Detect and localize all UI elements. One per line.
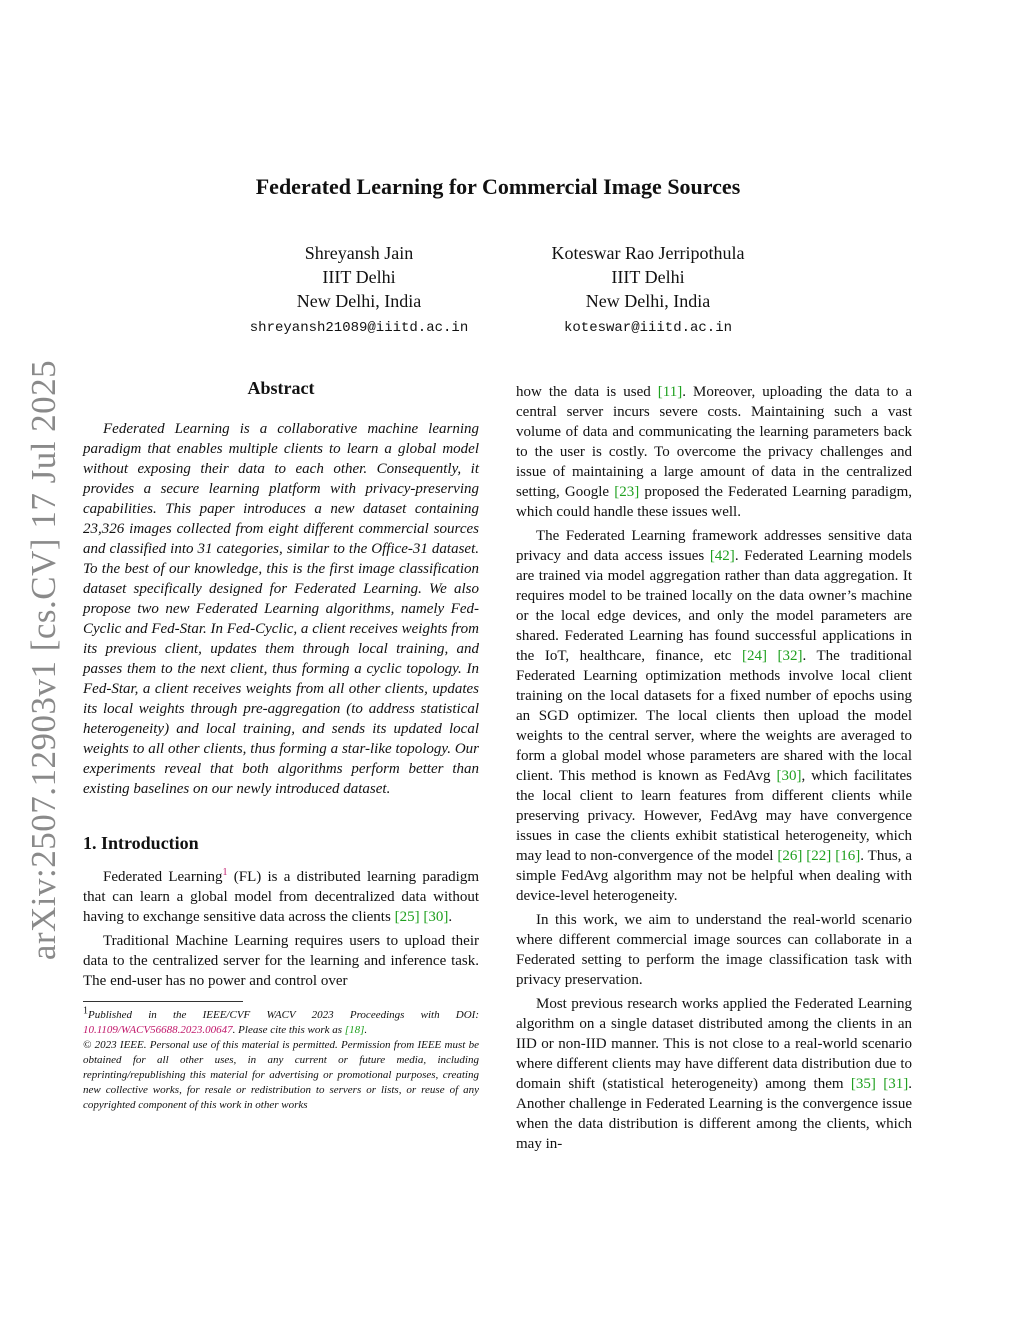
footnote-copyright: © 2023 IEEE. Personal use of this material is permitted. Permission from IEEE must be obtained for all other uses, in any current or future media, including reprinting/republishing this material for advertising or promotional purposes, creating new collective works, for resale or redistribution to servers or lists, or reuse of any copyrighted component of this work in other works bbox=[83, 1039, 479, 1111]
citation-link[interactable]: [18] bbox=[344, 1024, 365, 1036]
doi-link[interactable]: 10.1109/WACV56688.2023.00647 bbox=[83, 1024, 233, 1036]
author-1 bbox=[219, 241, 499, 340]
author-name: Shreyansh Jain bbox=[304, 243, 414, 263]
citation-link[interactable]: [25] bbox=[394, 909, 420, 925]
citation-link[interactable]: [31] bbox=[883, 1076, 909, 1092]
author-email[interactable]: shreyansh21089@iiitd.ac.in bbox=[249, 320, 469, 336]
abstract-heading: Abstract bbox=[247, 378, 315, 398]
citation-link[interactable]: [30] bbox=[776, 768, 802, 784]
citation-link[interactable]: [42] bbox=[709, 548, 735, 564]
footnote-number: 1 bbox=[83, 1005, 88, 1017]
body-paragraph: In this work, we aim to understand the real-world scenario where different commercial image sources can collaborate in a Federated setting to perform the image classification task with privacy preservation. bbox=[516, 912, 912, 988]
citation-link[interactable]: [32] bbox=[777, 648, 803, 664]
right-column bbox=[516, 382, 912, 1154]
author-email[interactable]: koteswar@iiitd.ac.in bbox=[563, 320, 733, 336]
footnote-publication: $^1$Published in the IEEE/CVF WACV 2023 Proceedings with DOI: 10.1109/WACV56688.2023.00647. Please cite this work as [18]. bbox=[83, 1005, 479, 1036]
footnote-marker[interactable]: 1 bbox=[222, 867, 228, 878]
body-paragraph: how the data is used [11]. Moreover, uploading the data to a central server incurs severe costs. Maintaining such a vast volume of data and communicating the learning parameters back to the user is costly. To overcome the privacy challenges and issue of maintaining a large amount of data in the centralized setting, Google [23] proposed the Federated Learning paradigm, which could handle these issues well. bbox=[516, 384, 913, 520]
author-name: Koteswar Rao Jerripothula bbox=[551, 243, 745, 263]
citation-link[interactable]: [35] bbox=[850, 1076, 876, 1092]
citation-link[interactable]: [11] bbox=[657, 384, 683, 400]
author-affiliation: IIIT Delhi bbox=[322, 267, 396, 287]
left-column bbox=[83, 378, 479, 1113]
intro-heading: 1. Introduction bbox=[83, 833, 199, 853]
body-paragraph: The Federated Learning framework addresses sensitive data privacy and data access issues [42]. Federated Learning models are trained via model aggregation rather than data aggregation. It requires model to be trained locally on the data owner’s machine or the local edge devices, and only the model parameters are shared. Federated Learning has found successful applications in the IoT, healthcare, finance, etc [24] [32]. The traditional Federated Learning optimization methods involve local client training on the local datasets for a fixed number of epochs using an SGD optimizer. The local clients then upload the model weights to the central server, where the weights are averaged to form a global model whose parameters are shared with the local client. This method is known as FedAvg [30], which facilitates the local client to learn features from different clients while preserving privacy. However, FedAvg may have convergence issues in case the clients exhibit statistical heterogeneity, which may lead to non-convergence of the model [26] [22] [16]. Thus, a simple FedAvg algorithm may not be helpful when dealing with device-level heterogeneity. bbox=[516, 528, 913, 904]
abstract-text: Federated Learning is a collaborative machine learning paradigm that enables multiple clients to learn a global model without exposing their data to each other. Consequently, it provides a secure learning platform with privacy-preserving capabilities. This paper introduces a new dataset containing 23,326 images collected from eight different commercial sources and classified into 31 categories, similar to the Office-31 dataset. To the best of our knowledge, this is the first image classification dataset specifically designed for Federated Learning. We also propose two new Federated Learning algorithms, namely Fed-Cyclic and Fed-Star. In Fed-Cyclic, a client receives weights from its previous client, updates them through local training, and passes them to the next client, thus forming a cyclic topology. In Fed-Star, a client receives weights from all other clients, updates its local weights through pre-aggregation (to address statistical heterogeneity) and local training, and sends its updated local weights to all other clients, thus forming a star-like topology. Our experiments reveal that both algorithms perform better than existing baselines on our newly introduced dataset. bbox=[83, 421, 479, 797]
body-paragraph: Most previous research works applied the Federated Learning algorithm on a single dataset distributed among the clients in an IID or non-IID manner. This is not close to a real-world scenario where different clients may have different data distribution due to domain shift (statistical heterogeneity) among them [35] [31]. Another challenge in Federated Learning is the convergence issue when the data distribution is different among the clients, which may in- bbox=[516, 996, 913, 1152]
citation-link[interactable]: [22] bbox=[806, 848, 832, 864]
footnote-divider bbox=[83, 1001, 243, 1002]
intro-paragraph-2: Traditional Machine Learning requires users to upload their data to the centralized server for the learning and inference task. The end-user has no power and control over bbox=[83, 933, 479, 989]
author-location: New Delhi, India bbox=[296, 291, 422, 311]
citation-link[interactable]: [16] bbox=[835, 848, 861, 864]
arxiv-id: arXiv:2507.12903v1 [cs.CV] 17 Jul 2025 bbox=[24, 359, 63, 961]
citation-link[interactable]: [23] bbox=[614, 484, 640, 500]
citation-link[interactable]: [30] bbox=[423, 909, 449, 925]
citation-link[interactable]: [24] bbox=[741, 648, 767, 664]
author-affiliation: IIIT Delhi bbox=[611, 267, 685, 287]
paper-title: Federated Learning for Commercial Image Sources bbox=[255, 174, 741, 199]
author-location: New Delhi, India bbox=[585, 291, 711, 311]
intro-paragraph-1: Federated Learning$^1$ (FL) is a distributed learning paradigm that can learn a global model from decentralized data without having to exchange sensitive data across the clients [25] [30]. bbox=[83, 867, 480, 925]
citation-link[interactable]: [26] bbox=[777, 848, 803, 864]
author-2 bbox=[508, 241, 788, 340]
